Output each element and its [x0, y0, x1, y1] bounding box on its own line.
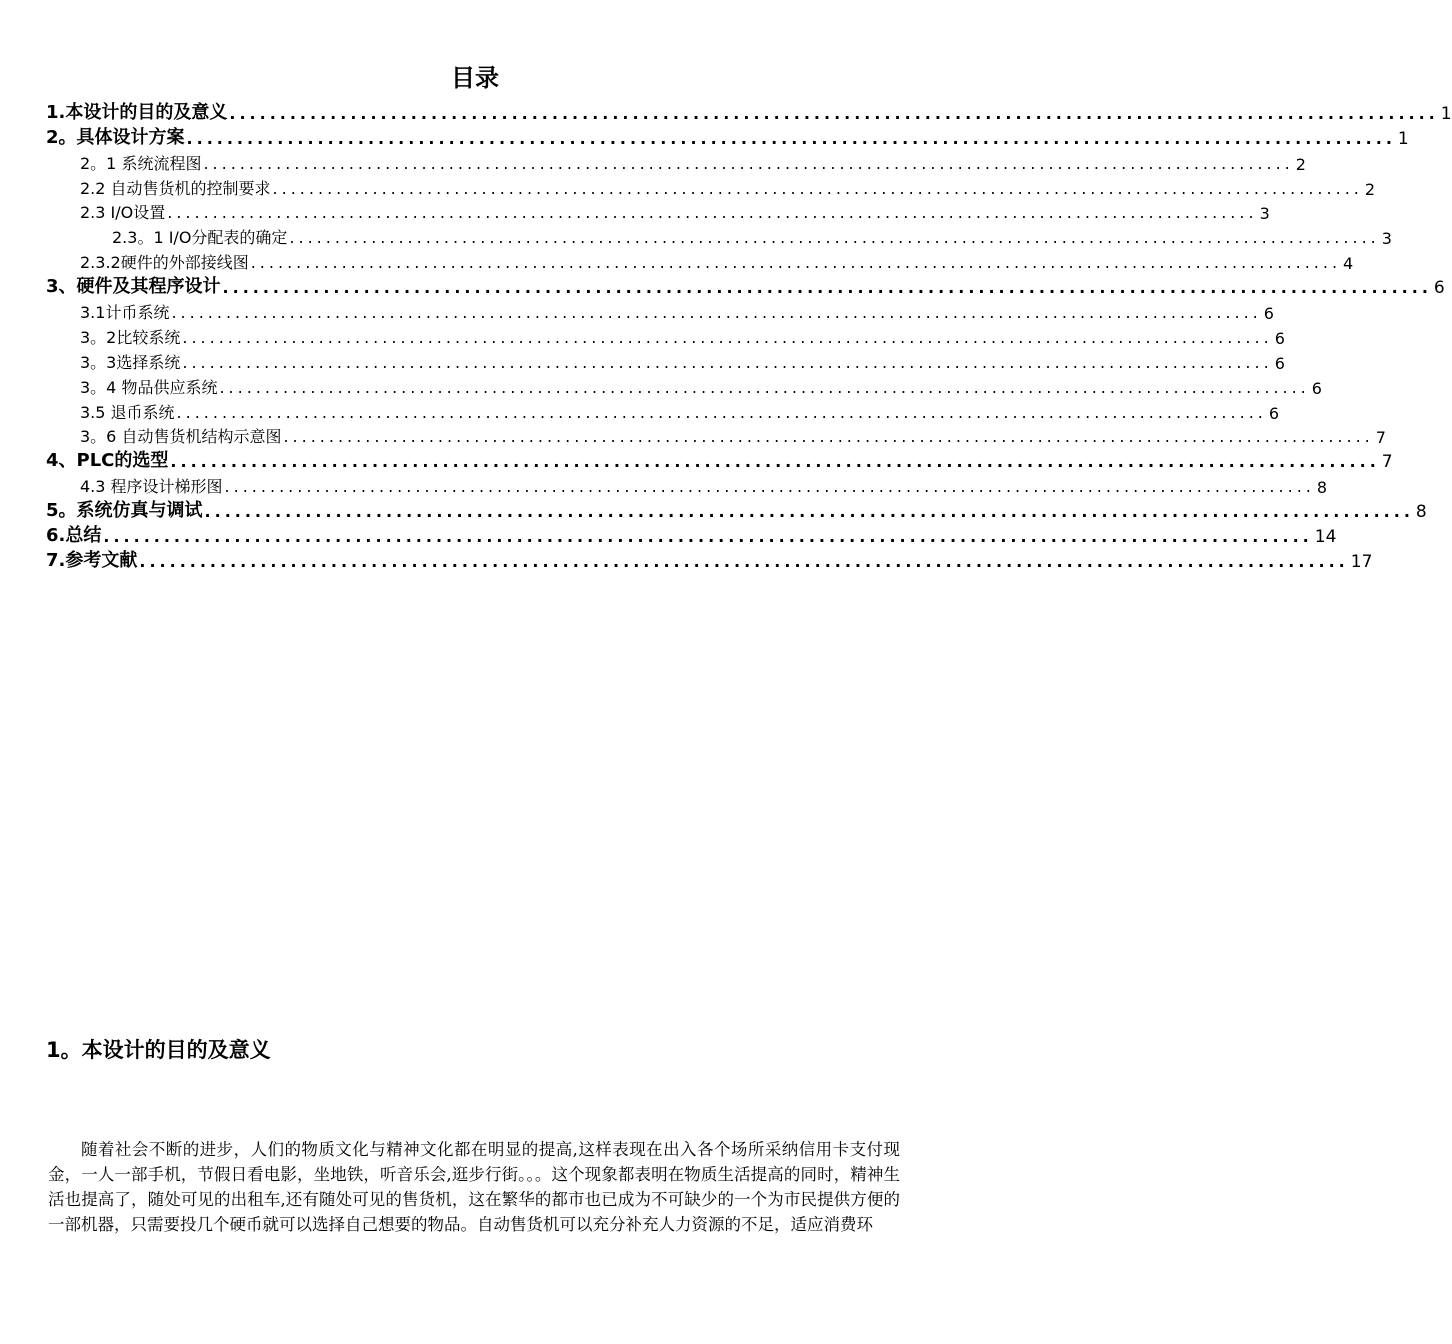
toc-entry-label: 5。系统仿真与调试 [46, 500, 203, 522]
toc-entry-label: 2.3 I/O设置 [80, 203, 166, 223]
toc-entry[interactable] [46, 273, 1445, 299]
toc-leader-dots: ........................................................................................................................ [170, 452, 1380, 472]
toc-entry[interactable] [46, 323, 1285, 348]
toc-entry[interactable] [46, 124, 1409, 149]
toc-entry-page: 6 [1274, 328, 1285, 348]
toc-entry-page: 4 [1343, 254, 1354, 274]
table-of-contents [46, 99, 1452, 572]
toc-entry-label: 3、硬件及其程序设计 [46, 276, 221, 298]
toc-entry-page: 7 [1375, 428, 1386, 448]
toc-entry-label: 3。6 自动售货机结构示意图 [80, 427, 282, 447]
toc-entry[interactable] [46, 149, 1306, 174]
toc-entry[interactable] [46, 223, 1392, 249]
toc-leader-dots: ........................................................................................................................ [224, 477, 1315, 497]
toc-entry[interactable] [46, 423, 1386, 448]
toc-entry-label: 2。1 系统流程图 [80, 153, 202, 173]
toc-entry[interactable] [46, 199, 1270, 224]
toc-entry-label: 2.3.2硬件的外部接线图 [80, 253, 249, 273]
toc-entry[interactable] [46, 447, 1393, 473]
toc-entry-label: 7.参考文献 [46, 549, 138, 571]
body-paragraph: 随着社会不断的进步，人们的物质文化与精神文化都在明显的提高,这样表现在出入各个场所采纳信用卡支付现金，一人一部手机，节假日看电影，坐地铁，听音乐会,逛步行街。。。这个现象都表明在物质生活提高的同时，精神生活也提高了，随处可见的出租车,还有随处可见的售货机，这在繁华的都市也已成为不可缺少的一个为市民提供方便的一部机器，只需要投几个硬币就可以选择自己想要的物品。自动售货机可以充分补充人力资源的不足，适应消费环 [48, 1140, 900, 1234]
toc-entry-page: 6 [1274, 353, 1285, 373]
toc-entry-page: 6 [1433, 278, 1445, 299]
toc-entry-page: 3 [1259, 204, 1270, 224]
toc-entry[interactable] [46, 298, 1274, 324]
toc-leader-dots: ........................................................................................................................ [139, 551, 1349, 571]
toc-entry[interactable] [46, 522, 1337, 548]
toc-leader-dots: ........................................................................................................................ [289, 228, 1380, 248]
toc-leader-dots: ........................................................................................................................ [186, 128, 1396, 148]
toc-entry-page: 6 [1263, 304, 1274, 324]
toc-entry-page: 1 [1397, 128, 1409, 149]
toc-entry[interactable] [46, 497, 1427, 523]
toc-entry-label: 2。具体设计方案 [46, 126, 185, 148]
toc-leader-dots: ........................................................................................................................ [219, 377, 1310, 397]
toc-entry-label: 3。2比较系统 [80, 327, 181, 347]
toc-leader-dots: ........................................................................................................................ [182, 352, 1273, 372]
toc-leader-dots: ........................................................................................................................ [167, 203, 1258, 223]
toc-entry-label: 3。3选择系统 [80, 352, 181, 372]
toc-leader-dots: ........................................................................................................................ [250, 253, 1342, 273]
toc-entry[interactable] [46, 547, 1373, 572]
toc-entry-page: 7 [1381, 452, 1393, 473]
toc-entry-label: 1.本设计的目的及意义 [46, 101, 228, 123]
toc-entry-page: 6 [1311, 378, 1322, 398]
toc-leader-dots: ........................................................................................................................ [204, 502, 1414, 522]
toc-entry-page: 1 [1440, 103, 1452, 124]
toc-entry-page: 17 [1350, 551, 1373, 572]
toc-leader-dots: ........................................................................................................................ [283, 427, 1374, 447]
toc-entry-label: 3。4 物品供应系统 [80, 377, 218, 397]
toc-entry[interactable] [46, 348, 1285, 373]
toc-entry[interactable] [46, 174, 1376, 199]
toc-leader-dots: ........................................................................................................................ [176, 402, 1267, 422]
toc-leader-dots: ........................................................................................................................ [171, 303, 1262, 323]
toc-leader-dots: ........................................................................................................................ [272, 178, 1363, 198]
toc-leader-dots: ........................................................................................................................ [229, 103, 1439, 123]
toc-entry-label: 2.3。1 I/O分配表的确定 [112, 228, 288, 248]
toc-entry[interactable] [46, 248, 1354, 274]
toc-title: 目录 [451, 64, 499, 92]
toc-leader-dots: ........................................................................................................................ [203, 153, 1294, 173]
toc-entry-page: 8 [1316, 478, 1328, 498]
toc-leader-dots: ........................................................................................................................ [222, 278, 1432, 298]
toc-entry[interactable] [46, 472, 1328, 498]
toc-entry-page: 6 [1268, 403, 1280, 423]
toc-entry-label: 4.3 程序设计梯形图 [80, 477, 223, 497]
toc-entry-page: 2 [1295, 154, 1306, 174]
toc-entry[interactable] [46, 373, 1322, 398]
toc-entry[interactable] [46, 99, 1452, 124]
toc-entry-page: 14 [1314, 527, 1337, 548]
toc-entry-label: 3.5 退币系统 [80, 402, 175, 422]
toc-leader-dots: ........................................................................................................................ [103, 527, 1313, 547]
toc-entry-page: 8 [1415, 502, 1427, 523]
toc-entry-label: 2.2 自动售货机的控制要求 [80, 178, 271, 198]
toc-entry-page: 2 [1364, 179, 1376, 199]
toc-entry[interactable] [46, 398, 1280, 423]
toc-leader-dots: ........................................................................................................................ [182, 327, 1273, 347]
toc-entry-label: 6.总结 [46, 525, 102, 547]
toc-entry-label: 4、PLC的选型 [46, 450, 169, 472]
toc-entry-label: 3.1计币系统 [80, 303, 170, 323]
toc-entry-page: 3 [1381, 229, 1392, 249]
section-heading: 1。本设计的目的及意义 [46, 1038, 271, 1062]
